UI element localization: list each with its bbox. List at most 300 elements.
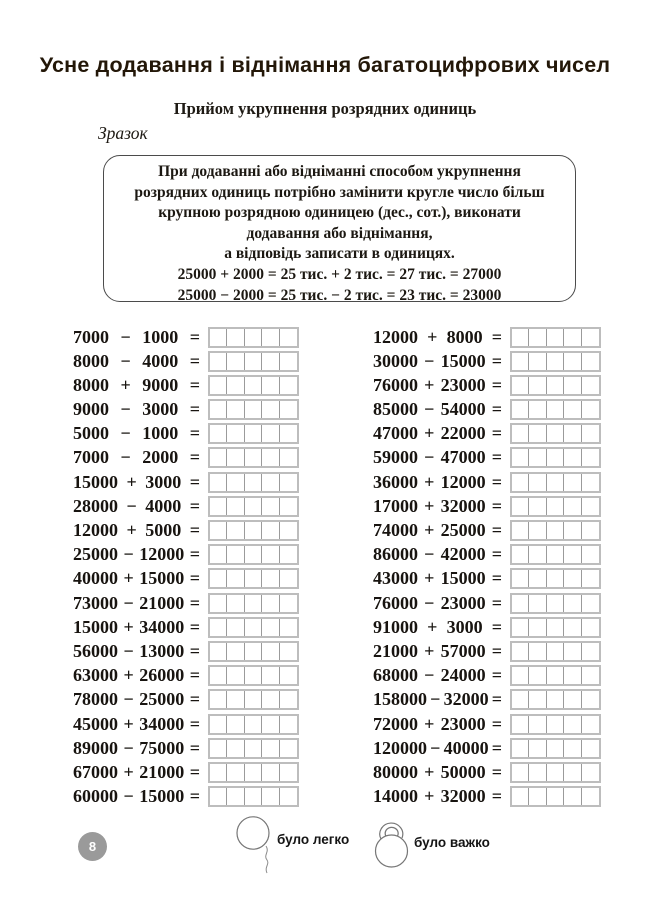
answer-box[interactable] (208, 568, 299, 589)
operand-1: 158000 (373, 689, 427, 710)
answer-cell[interactable] (245, 619, 262, 636)
answer-cell[interactable] (210, 474, 227, 491)
answer-cell[interactable] (227, 425, 244, 442)
answer-cell[interactable] (210, 570, 227, 587)
answer-cell[interactable] (210, 619, 227, 636)
answer-cell[interactable] (280, 764, 297, 781)
answer-cell[interactable] (262, 667, 279, 684)
sample-label: Зразок (98, 123, 148, 143)
answer-cell[interactable] (227, 449, 244, 466)
answer-cell[interactable] (262, 570, 279, 587)
answer-cell[interactable] (582, 474, 599, 491)
answer-cell[interactable] (210, 667, 227, 684)
answer-box[interactable] (208, 520, 299, 541)
answer-cell[interactable] (529, 546, 546, 563)
equals-sign: = (189, 423, 200, 444)
answer-cell[interactable] (262, 546, 279, 563)
answer-cell[interactable] (245, 546, 262, 563)
answer-cell[interactable] (210, 353, 227, 370)
answer-cell[interactable] (262, 474, 279, 491)
answer-box[interactable] (510, 714, 601, 735)
answer-cell[interactable] (245, 740, 262, 757)
operand-1: 120000 (373, 737, 427, 758)
answer-cell[interactable] (280, 401, 297, 418)
answer-cell[interactable] (564, 522, 581, 539)
answer-cell[interactable] (529, 691, 546, 708)
rule-example: 25000 + 2000 = 25 тис. + 2 тис. = 27 тис. = 27000 (177, 265, 502, 283)
answer-cell[interactable] (547, 401, 564, 418)
answer-box[interactable] (208, 786, 299, 807)
answer-cell[interactable] (262, 498, 279, 515)
equals-sign: = (189, 640, 200, 661)
answer-box[interactable] (510, 327, 601, 348)
equals-sign: = (189, 592, 200, 613)
answer-cell[interactable] (210, 401, 227, 418)
answer-cell[interactable] (582, 667, 599, 684)
answer-cell[interactable] (512, 425, 529, 442)
answer-cell[interactable] (245, 643, 262, 660)
answer-cell[interactable] (564, 667, 581, 684)
answer-cell[interactable] (529, 329, 546, 346)
answer-box[interactable] (510, 399, 601, 420)
answer-cell[interactable] (564, 788, 581, 805)
operand-1: 9000 (73, 399, 109, 420)
answer-cell[interactable] (210, 449, 227, 466)
answer-cell[interactable] (564, 353, 581, 370)
answer-cell[interactable] (582, 740, 599, 757)
answer-cell[interactable] (262, 740, 279, 757)
answer-box[interactable] (510, 520, 601, 541)
operator: + (123, 713, 134, 734)
operand-1: 78000 (73, 689, 118, 710)
exercise-expression (373, 399, 502, 420)
answer-cell[interactable] (582, 764, 599, 781)
answer-box[interactable] (208, 447, 299, 468)
answer-cell[interactable] (280, 449, 297, 466)
answer-box[interactable] (510, 689, 601, 710)
answer-box[interactable] (510, 351, 601, 372)
answer-cell[interactable] (582, 595, 599, 612)
exercise-row (373, 593, 610, 613)
operator: − (120, 399, 131, 420)
operator: − (123, 592, 134, 613)
answer-cell[interactable] (245, 691, 262, 708)
answer-cell[interactable] (547, 474, 564, 491)
operator: + (424, 520, 435, 540)
operand-1: 80000 (373, 761, 418, 782)
answer-box[interactable] (208, 593, 299, 614)
answer-cell[interactable] (245, 667, 262, 684)
answer-cell[interactable] (227, 498, 244, 515)
answer-cell[interactable] (245, 329, 262, 346)
answer-cell[interactable] (529, 425, 546, 442)
answer-box[interactable] (510, 786, 601, 807)
answer-box[interactable] (208, 689, 299, 710)
answer-cell[interactable] (582, 691, 599, 708)
answer-cell[interactable] (547, 498, 564, 515)
answer-cell[interactable] (280, 667, 297, 684)
answer-cell[interactable] (210, 691, 227, 708)
answer-cell[interactable] (210, 595, 227, 612)
operator: − (430, 737, 441, 758)
answer-box[interactable] (208, 714, 299, 735)
answer-cell[interactable] (512, 667, 529, 684)
answer-cell[interactable] (582, 401, 599, 418)
answer-box[interactable] (208, 641, 299, 662)
answer-cell[interactable] (280, 546, 297, 563)
operand-2: 2000 (142, 447, 179, 468)
answer-cell[interactable] (582, 643, 599, 660)
answer-cell[interactable] (280, 788, 297, 805)
answer-cell[interactable] (227, 353, 244, 370)
answer-cell[interactable] (582, 425, 599, 442)
answer-box[interactable] (510, 738, 601, 759)
answer-cell[interactable] (529, 788, 546, 805)
answer-cell[interactable] (564, 643, 581, 660)
operand-1: 15000 (73, 616, 118, 637)
answer-cell[interactable] (280, 474, 297, 491)
answer-cell[interactable] (547, 619, 564, 636)
answer-cell[interactable] (227, 764, 244, 781)
operand-1: 67000 (73, 761, 118, 782)
answer-cell[interactable] (262, 619, 279, 636)
answer-box[interactable] (510, 447, 601, 468)
answer-box[interactable] (208, 544, 299, 565)
answer-cell[interactable] (512, 643, 529, 660)
answer-cell[interactable] (227, 329, 244, 346)
answer-cell[interactable] (564, 377, 581, 394)
answer-cell[interactable] (529, 643, 546, 660)
answer-cell[interactable] (582, 570, 599, 587)
exercise-row (373, 545, 610, 565)
answer-cell[interactable] (512, 619, 529, 636)
answer-cell[interactable] (280, 716, 297, 733)
answer-cell[interactable] (512, 474, 529, 491)
answer-box[interactable] (510, 568, 601, 589)
answer-cell[interactable] (512, 788, 529, 805)
exercise-expression (73, 786, 200, 807)
answer-cell[interactable] (547, 329, 564, 346)
answer-box[interactable] (208, 665, 299, 686)
answer-cell[interactable] (245, 353, 262, 370)
answer-cell[interactable] (227, 522, 244, 539)
answer-cell[interactable] (547, 740, 564, 757)
answer-cell[interactable] (547, 570, 564, 587)
answer-cell[interactable] (227, 377, 244, 394)
answer-cell[interactable] (582, 619, 599, 636)
answer-cell[interactable] (564, 546, 581, 563)
answer-cell[interactable] (512, 522, 529, 539)
answer-box[interactable] (208, 496, 299, 517)
answer-cell[interactable] (547, 353, 564, 370)
answer-box[interactable] (510, 472, 601, 493)
answer-cell[interactable] (262, 643, 279, 660)
operand-1: 85000 (373, 399, 418, 420)
answer-box[interactable] (208, 399, 299, 420)
answer-cell[interactable] (227, 619, 244, 636)
equals-sign: = (491, 399, 502, 420)
operand-2: 15000 (440, 568, 486, 589)
answer-cell[interactable] (280, 619, 297, 636)
answer-cell[interactable] (210, 764, 227, 781)
answer-cell[interactable] (245, 449, 262, 466)
answer-cell[interactable] (512, 546, 529, 563)
answer-cell[interactable] (262, 329, 279, 346)
answer-cell[interactable] (210, 740, 227, 757)
answer-cell[interactable] (564, 401, 581, 418)
answer-cell[interactable] (280, 353, 297, 370)
answer-cell[interactable] (564, 570, 581, 587)
answer-cell[interactable] (280, 522, 297, 539)
answer-cell[interactable] (529, 377, 546, 394)
answer-cell[interactable] (529, 619, 546, 636)
operator: − (123, 786, 134, 807)
answer-cell[interactable] (547, 425, 564, 442)
answer-cell[interactable] (547, 546, 564, 563)
answer-cell[interactable] (564, 691, 581, 708)
answer-cell[interactable] (227, 401, 244, 418)
answer-cell[interactable] (512, 764, 529, 781)
answer-cell[interactable] (564, 764, 581, 781)
operand-2: 12000 (139, 544, 185, 565)
exercise-expression (73, 689, 200, 710)
answer-cell[interactable] (280, 643, 297, 660)
operator: − (424, 665, 435, 686)
answer-cell[interactable] (245, 522, 262, 539)
answer-cell[interactable] (210, 377, 227, 394)
answer-cell[interactable] (512, 740, 529, 757)
operator: + (126, 520, 137, 540)
answer-cell[interactable] (564, 449, 581, 466)
answer-cell[interactable] (512, 329, 529, 346)
answer-cell[interactable] (227, 716, 244, 733)
answer-cell[interactable] (547, 522, 564, 539)
answer-cell[interactable] (582, 546, 599, 563)
answer-cell[interactable] (529, 764, 546, 781)
answer-cell[interactable] (564, 716, 581, 733)
answer-cell[interactable] (582, 353, 599, 370)
answer-box[interactable] (510, 375, 601, 396)
answer-cell[interactable] (262, 401, 279, 418)
answer-cell[interactable] (529, 740, 546, 757)
exercise-expression (373, 617, 502, 638)
answer-cell[interactable] (210, 522, 227, 539)
answer-box[interactable] (510, 423, 601, 444)
answer-cell[interactable] (582, 522, 599, 539)
answer-cell[interactable] (512, 353, 529, 370)
answer-cell[interactable] (529, 474, 546, 491)
answer-box[interactable] (510, 617, 601, 638)
answer-cell[interactable] (529, 522, 546, 539)
answer-cell[interactable] (280, 570, 297, 587)
answer-cell[interactable] (564, 619, 581, 636)
answer-cell[interactable] (512, 595, 529, 612)
rule-line: додавання або віднімання, (246, 224, 433, 242)
operand-2: 21000 (139, 761, 185, 782)
exercise-row (73, 472, 306, 492)
answer-box[interactable] (208, 617, 299, 638)
answer-cell[interactable] (512, 377, 529, 394)
answer-cell[interactable] (564, 595, 581, 612)
answer-box[interactable] (208, 738, 299, 759)
answer-box[interactable] (208, 375, 299, 396)
answer-cell[interactable] (262, 522, 279, 539)
exercise-row (73, 641, 306, 661)
answer-cell[interactable] (227, 474, 244, 491)
answer-cell[interactable] (547, 788, 564, 805)
answer-cell[interactable] (210, 716, 227, 733)
exercise-row (373, 617, 610, 637)
answer-cell[interactable] (262, 425, 279, 442)
answer-box[interactable] (208, 472, 299, 493)
easy-label: було легко (277, 832, 350, 847)
operand-1: 43000 (373, 568, 418, 589)
exercise-expression (73, 593, 200, 614)
answer-cell[interactable] (547, 449, 564, 466)
answer-cell[interactable] (564, 740, 581, 757)
answer-cell[interactable] (547, 643, 564, 660)
answer-cell[interactable] (227, 691, 244, 708)
answer-cell[interactable] (280, 425, 297, 442)
answer-cell[interactable] (245, 401, 262, 418)
answer-cell[interactable] (280, 498, 297, 515)
operator: + (424, 761, 435, 782)
answer-cell[interactable] (512, 716, 529, 733)
balloon-icon[interactable] (236, 816, 282, 880)
answer-cell[interactable] (280, 377, 297, 394)
answer-cell[interactable] (529, 401, 546, 418)
exercise-row (373, 787, 610, 807)
answer-cell[interactable] (262, 353, 279, 370)
answer-cell[interactable] (547, 716, 564, 733)
answer-cell[interactable] (512, 498, 529, 515)
exercise-row (73, 496, 306, 516)
answer-cell[interactable] (529, 595, 546, 612)
answer-cell[interactable] (582, 498, 599, 515)
exercise-expression (73, 714, 200, 735)
answer-cell[interactable] (262, 764, 279, 781)
exercise-expression (373, 689, 502, 710)
answer-box[interactable] (510, 665, 601, 686)
answer-cell[interactable] (227, 788, 244, 805)
answer-cell[interactable] (547, 691, 564, 708)
answer-cell[interactable] (280, 740, 297, 757)
answer-cell[interactable] (227, 595, 244, 612)
answer-cell[interactable] (564, 498, 581, 515)
answer-cell[interactable] (564, 474, 581, 491)
answer-cell[interactable] (529, 716, 546, 733)
answer-cell[interactable] (262, 377, 279, 394)
answer-cell[interactable] (245, 788, 262, 805)
operand-2: 15000 (139, 786, 185, 807)
exercise-row (73, 762, 306, 782)
answer-box[interactable] (510, 762, 601, 783)
answer-box[interactable] (510, 496, 601, 517)
operand-1: 17000 (373, 495, 418, 516)
answer-cell[interactable] (582, 788, 599, 805)
answer-cell[interactable] (529, 498, 546, 515)
answer-cell[interactable] (547, 595, 564, 612)
answer-box[interactable] (510, 641, 601, 662)
answer-cell[interactable] (547, 377, 564, 394)
exercise-expression (373, 593, 502, 614)
answer-cell[interactable] (210, 788, 227, 805)
kettlebell-icon[interactable] (371, 818, 415, 872)
answer-cell[interactable] (210, 425, 227, 442)
answer-cell[interactable] (262, 449, 279, 466)
answer-cell[interactable] (280, 691, 297, 708)
answer-cell[interactable] (582, 377, 599, 394)
answer-box[interactable] (208, 327, 299, 348)
answer-cell[interactable] (529, 353, 546, 370)
answer-cell[interactable] (245, 570, 262, 587)
answer-cell[interactable] (547, 764, 564, 781)
answer-cell[interactable] (529, 570, 546, 587)
answer-cell[interactable] (280, 595, 297, 612)
exercise-row (73, 400, 306, 420)
answer-cell[interactable] (210, 498, 227, 515)
answer-cell[interactable] (210, 546, 227, 563)
answer-cell[interactable] (210, 329, 227, 346)
answer-cell[interactable] (582, 449, 599, 466)
answer-cell[interactable] (564, 329, 581, 346)
answer-cell[interactable] (245, 377, 262, 394)
answer-cell[interactable] (564, 425, 581, 442)
answer-box[interactable] (208, 423, 299, 444)
answer-cell[interactable] (227, 570, 244, 587)
exercise-row (73, 738, 306, 758)
answer-cell[interactable] (582, 329, 599, 346)
answer-box[interactable] (510, 593, 601, 614)
answer-cell[interactable] (512, 570, 529, 587)
answer-cell[interactable] (512, 401, 529, 418)
answer-cell[interactable] (262, 691, 279, 708)
answer-cell[interactable] (245, 595, 262, 612)
answer-cell[interactable] (280, 329, 297, 346)
answer-cell[interactable] (227, 546, 244, 563)
operand-1: 76000 (373, 592, 418, 613)
operand-2: 42000 (440, 544, 486, 565)
answer-cell[interactable] (512, 691, 529, 708)
answer-cell[interactable] (245, 716, 262, 733)
answer-cell[interactable] (262, 595, 279, 612)
answer-cell[interactable] (227, 643, 244, 660)
answer-cell[interactable] (547, 667, 564, 684)
answer-box[interactable] (208, 762, 299, 783)
answer-cell[interactable] (245, 764, 262, 781)
answer-cell[interactable] (529, 667, 546, 684)
hard-label: було важко (414, 835, 490, 850)
answer-box[interactable] (208, 351, 299, 372)
answer-cell[interactable] (227, 667, 244, 684)
answer-cell[interactable] (582, 716, 599, 733)
answer-cell[interactable] (227, 740, 244, 757)
exercise-row (373, 496, 610, 516)
rule-line: крупною розрядною одиницею (дес., сот.), виконати (158, 204, 521, 222)
answer-cell[interactable] (245, 425, 262, 442)
answer-cell[interactable] (512, 449, 529, 466)
answer-box[interactable] (510, 544, 601, 565)
answer-cell[interactable] (210, 643, 227, 660)
answer-cell[interactable] (529, 449, 546, 466)
answer-cell[interactable] (245, 498, 262, 515)
answer-cell[interactable] (262, 716, 279, 733)
answer-cell[interactable] (262, 788, 279, 805)
exercise-row (373, 400, 610, 420)
answer-cell[interactable] (245, 474, 262, 491)
operator: − (123, 689, 134, 710)
operand-2: 26000 (139, 665, 185, 686)
